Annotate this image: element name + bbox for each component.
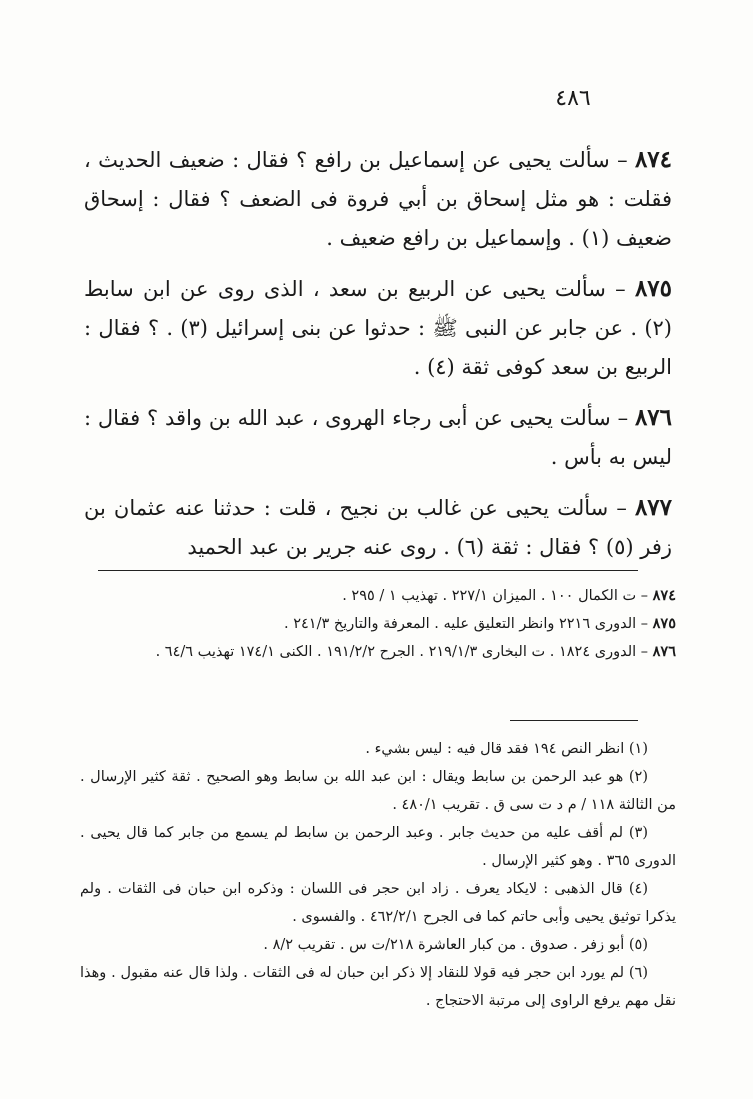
footnote-3: (٣) لم أقف عليه من حديث جابر . وعبد الرحمن بن سابط لم يسمع من جابر كما قال يحيى . الدورى ٣٦٥ . وهو كثير الإرسال . <box>80 825 676 869</box>
footnote-1: (١) انظر النص ١٩٤ فقد قال فيه : ليس بشيء . <box>365 741 648 757</box>
footnote-6: (٦) لم يورد ابن حجر فيه قولا للنقاد إلا ذكر ابن حبان له فى الثقات . ولذا قال عنه مقبول . وهذا نقل مهم يرفع الراوى إلى مرتبة الاحتجاج . <box>80 965 676 1009</box>
footnote-separator-short <box>510 720 638 721</box>
entry-text: – سألت يحيى عن إسماعيل بن رافع ؟ فقال : ضعيف الحديث ، فقلت : هو مثل إسحاق بن أبي فروة فى الضعف ؟ فقال : إسحاق ضعيف (١) . وإسماعيل بن رافع ضعيف . <box>84 148 672 250</box>
entry-number: ٨٧٧ <box>634 494 672 521</box>
source-note-number: ٨٧٥ <box>652 615 676 632</box>
footnote-5: (٥) أبو زفر . صدوق . من كبار العاشرة ٢١٨/ت س . تقريب ٨/٢ . <box>263 937 648 953</box>
footnote-4: (٤) قال الذهبى : لايكاد يعرف . زاد ابن حجر فى اللسان : وذكره ابن حبان فى الثقات . ولم يذكرا توثيق يحيى وأبى حاتم كما فى الجرح ٤٦٢/٢/١ . والفسوى . <box>80 881 676 925</box>
entry-text: – سألت يحيى عن أبى رجاء الهروى ، عبد الله بن واقد ؟ فقال : ليس به بأس . <box>84 406 672 469</box>
source-note-875 <box>90 610 676 638</box>
entry-text: – سألت يحيى عن الربيع بن سعد ، الذى روى عن ابن سابط (٢) . عن جابر عن النبى ﷺ : حدثوا عن بنى إسرائيل (٣) . ؟ فقال : الربيع بن سعد كوفى ثقة (٤) . <box>84 277 672 379</box>
entry-number: ٨٧٦ <box>634 404 672 431</box>
source-note-876 <box>90 638 676 666</box>
entry-876 <box>84 398 672 477</box>
main-text <box>84 140 672 578</box>
entry-number: ٨٧٥ <box>634 275 672 302</box>
footnote-separator <box>98 570 638 571</box>
entry-number: ٨٧٤ <box>634 146 672 173</box>
source-note-text: – الدورى ٢٢١٦ وانظر التعليق عليه . المعرفة والتاريخ ٢٤١/٣ . <box>284 616 653 632</box>
source-note-number: ٨٧٦ <box>652 643 676 660</box>
source-notes <box>90 582 676 666</box>
entry-875 <box>84 269 672 387</box>
footnote-2: (٢) هو عبد الرحمن بن سابط ويقال : ابن عبد الله بن سابط وهو الصحيح . ثقة كثير الإرسال . من الثالثة ١١٨ / م د ت سى ق . تقريب ٤٨٠/١ . <box>80 769 676 813</box>
source-note-text: – ت الكمال ١٠٠ . الميزان ٢٢٧/١ . تهذيب ١ / ٢٩٥ . <box>342 588 653 604</box>
entry-874 <box>84 140 672 258</box>
source-note-874 <box>90 582 676 610</box>
entry-877 <box>84 488 672 567</box>
entry-text: – سألت يحيى عن غالب بن نجيح ، قلت : حدثنا عنه عثمان بن زفر (٥) ؟ فقال : ثقة (٦) . روى عنه جرير بن عبد الحميد <box>84 496 672 559</box>
footnotes <box>80 735 676 1015</box>
source-note-number: ٨٧٤ <box>652 587 676 604</box>
page-number: ٤٨٦ <box>555 86 591 111</box>
source-note-text: – الدورى ١٨٢٤ . ت البخارى ٢١٩/١/٣ . الجرح ١٩١/٢/٢ . الكنى ١٧٤/١ تهذيب ٦٤/٦ . <box>155 644 653 660</box>
